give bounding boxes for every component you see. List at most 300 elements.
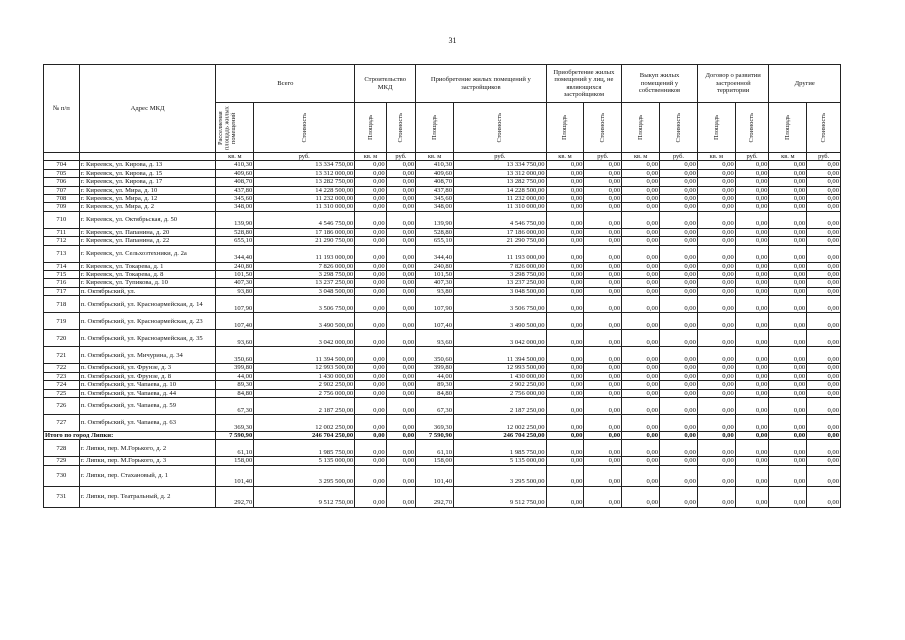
cell-area: 139,90 [416,211,454,228]
cell-area: 67,30 [416,397,454,414]
cell-area: 0,00 [546,195,584,203]
cell-area: 0,00 [546,287,584,295]
cell-area: 0,00 [355,161,387,169]
cell-cost: 11 394 500,00 [454,347,547,364]
cell-cost: 0,00 [660,440,698,457]
cell-cost: 0,00 [660,347,698,364]
subheader-area: Площадь [769,103,807,153]
cell-cost: 0,00 [584,381,622,389]
cell-area: 0,00 [769,271,807,279]
cell-cost: 0,00 [584,262,622,270]
cell-area: 0,00 [622,313,660,330]
cell-cost: 0,00 [735,169,769,177]
cell-cost: 0,00 [807,457,841,465]
cell-area: 0,00 [622,296,660,313]
subheader-area: Площадь [697,103,735,153]
row-number: 711 [44,228,80,236]
cell-area: 0,00 [697,372,735,380]
unit-area: кв. м [416,153,454,161]
cell-cost: 0,00 [386,228,415,236]
row-address: г. Киреевск, ул. Токарева, д. 8 [79,271,216,279]
cell-cost: 0,00 [735,296,769,313]
row-number: 726 [44,397,80,414]
cell-cost: 0,00 [807,296,841,313]
cell-area: 0,00 [355,228,387,236]
row-address: г. Липки, пер. М.Горького, д. 2 [79,440,216,457]
row-address: п. Октябрьский, ул. Красноармейская, д. 35 [79,330,216,347]
cell-cost: 0,00 [660,397,698,414]
cell-cost: 0,00 [584,211,622,228]
table-row [44,287,841,295]
row-address: г. Киреевск, ул. Кирова, д. 17 [79,178,216,186]
cell-area: 0,00 [546,381,584,389]
cell-cost: 11 193 000,00 [454,245,547,262]
row-number: 717 [44,287,80,295]
unit-cost: руб. [807,153,841,161]
row-number: 714 [44,262,80,270]
cell-area: 107,90 [416,296,454,313]
cell-cost: 3 490 500,00 [254,313,355,330]
cell-area: 0,00 [622,397,660,414]
cell-area: 89,30 [216,381,254,389]
cell-cost: 13 237 250,00 [254,279,355,287]
cell-area: 0,00 [622,178,660,186]
unit-cost: руб. [254,153,355,161]
cell-area: 0,00 [355,440,387,457]
cell-cost: 0,00 [584,237,622,245]
table-row [44,397,841,414]
cell-cost: 0,00 [660,296,698,313]
row-address: п. Октябрьский, ул. [79,287,216,295]
table-row [44,262,841,270]
group-header-purchase-developers: Приобретение жилых помещений у застройщиков [416,65,546,103]
cell-area: 101,40 [416,465,454,486]
cell-cost: 0,00 [660,161,698,169]
cell-cost: 4 546 750,00 [454,211,547,228]
cell-area: 410,30 [216,161,254,169]
cell-area: 0,00 [697,364,735,372]
cell-cost: 0,00 [660,211,698,228]
row-number: 719 [44,313,80,330]
table-row [44,228,841,236]
cell-area: 348,00 [416,203,454,211]
table-row [44,465,841,486]
cell-area: 0,00 [355,313,387,330]
cell-cost: 0,00 [807,203,841,211]
cell-area: 0,00 [697,203,735,211]
cell-area: 0,00 [622,431,660,439]
cell-cost: 13 312 000,00 [254,169,355,177]
cell-area: 0,00 [355,287,387,295]
cell-cost: 3 490 500,00 [454,313,547,330]
cell-area: 0,00 [622,245,660,262]
cell-area: 0,00 [355,330,387,347]
cell-cost: 0,00 [660,372,698,380]
subheader-area: Площадь [546,103,584,153]
cell-area: 0,00 [622,372,660,380]
cell-cost: 17 186 000,00 [254,228,355,236]
cell-cost: 0,00 [660,237,698,245]
cell-area: 0,00 [355,381,387,389]
cell-cost: 0,00 [584,186,622,194]
cell-area: 0,00 [769,186,807,194]
cell-area: 528,80 [216,228,254,236]
cell-area: 0,00 [697,228,735,236]
cell-area: 407,30 [416,279,454,287]
cell-area: 350,60 [416,347,454,364]
cell-area: 0,00 [355,486,387,507]
row-number: 709 [44,203,80,211]
cell-cost: 0,00 [584,313,622,330]
cell-cost: 0,00 [660,178,698,186]
cell-cost: 0,00 [386,169,415,177]
group-header-purchase-non-developers: Приобретение жилых помещений у лиц, не являющихся застройщиком [546,65,622,103]
cell-cost: 0,00 [386,262,415,270]
cell-cost: 0,00 [807,347,841,364]
cell-area: 0,00 [769,245,807,262]
cell-area: 67,30 [216,397,254,414]
cell-cost: 2 187 250,00 [254,397,355,414]
cell-area: 0,00 [546,364,584,372]
cell-area: 93,60 [216,330,254,347]
page-number: 31 [448,36,457,45]
cell-cost: 13 334 750,00 [254,161,355,169]
row-number: 721 [44,347,80,364]
cell-cost: 0,00 [584,414,622,431]
cell-cost: 0,00 [807,313,841,330]
cell-cost: 0,00 [807,237,841,245]
cell-cost: 3 506 750,00 [254,296,355,313]
cell-cost: 0,00 [735,372,769,380]
cell-area: 0,00 [769,161,807,169]
cell-area: 345,60 [216,195,254,203]
cell-area: 0,00 [622,287,660,295]
cell-area: 0,00 [697,397,735,414]
cell-cost: 0,00 [386,161,415,169]
row-number: 720 [44,330,80,347]
table-row [44,161,841,169]
row-number: 722 [44,364,80,372]
group-header-buyout: Выкуп жилых помещений у собственников [622,65,698,103]
cell-cost: 0,00 [735,186,769,194]
row-address: г. Киреевск, ул. Папанина, д. 22 [79,237,216,245]
cell-cost: 0,00 [735,211,769,228]
cell-cost: 2 187 250,00 [454,397,547,414]
unit-area: кв. м [622,153,660,161]
cell-cost: 0,00 [584,372,622,380]
cell-area: 0,00 [355,245,387,262]
cell-cost: 11 310 000,00 [254,203,355,211]
subheader-area: Площадь [355,103,387,153]
cell-area: 93,80 [216,287,254,295]
cell-cost: 0,00 [584,364,622,372]
cell-cost: 2 756 000,00 [254,389,355,397]
cell-cost: 9 512 750,00 [254,486,355,507]
cell-cost: 0,00 [807,186,841,194]
row-address: п. Октябрьский, ул. Красноармейская, д. 14 [79,296,216,313]
subheader-cost: Стоимость [735,103,769,153]
cell-cost: 0,00 [660,203,698,211]
table-row [44,372,841,380]
cell-area: 0,00 [546,347,584,364]
cell-area: 0,00 [697,161,735,169]
cell-cost: 0,00 [660,414,698,431]
cell-area: 7 590,90 [216,431,254,439]
row-address: г. Киреевск, ул. Сельхозтехники, д. 2а [79,245,216,262]
table-row [44,347,841,364]
cell-cost: 1 985 750,00 [454,440,547,457]
cell-cost: 0,00 [735,414,769,431]
cell-area: 399,80 [216,364,254,372]
cell-cost: 3 295 500,00 [254,465,355,486]
subheader-cost: Стоимость [807,103,841,153]
cell-area: 0,00 [546,178,584,186]
cell-cost: 3 042 000,00 [254,330,355,347]
cell-cost: 0,00 [660,486,698,507]
cell-area: 0,00 [546,457,584,465]
cell-area: 0,00 [697,465,735,486]
cell-cost: 0,00 [735,237,769,245]
cell-cost: 0,00 [735,313,769,330]
cell-area: 0,00 [622,414,660,431]
table-row [44,389,841,397]
table-row [44,381,841,389]
cell-cost: 0,00 [386,186,415,194]
row-address: п. Октябрьский, ул. Чапаева, д. 63 [79,414,216,431]
cell-area: 408,70 [216,178,254,186]
table-row [44,296,841,313]
col-header-num: № п/п [44,65,80,153]
cell-cost: 0,00 [386,211,415,228]
cell-area: 0,00 [697,178,735,186]
cell-cost: 0,00 [735,262,769,270]
cell-cost: 0,00 [584,457,622,465]
row-address: г. Липки, пер. Стахановый, д. 1 [79,465,216,486]
cell-area: 0,00 [355,203,387,211]
cell-cost: 0,00 [735,486,769,507]
cell-area: 0,00 [769,228,807,236]
unit-area: кв. м [355,153,387,161]
cell-cost: 0,00 [584,203,622,211]
cell-area: 89,30 [416,381,454,389]
cell-cost: 5 135 000,00 [454,457,547,465]
cell-area: 0,00 [769,195,807,203]
cell-area: 44,00 [416,372,454,380]
cell-area: 93,60 [416,330,454,347]
cell-area: 0,00 [546,245,584,262]
cell-area: 0,00 [769,457,807,465]
row-address: г. Киреевск, ул. Токарева, д. 1 [79,262,216,270]
table-row [44,440,841,457]
cell-area: 0,00 [769,389,807,397]
cell-cost: 0,00 [386,457,415,465]
cell-cost: 0,00 [807,228,841,236]
cell-cost: 0,00 [584,397,622,414]
cell-cost: 246 704 250,00 [254,431,355,439]
cell-cost: 0,00 [807,287,841,295]
cell-area: 0,00 [769,381,807,389]
row-number: 728 [44,440,80,457]
cell-area: 0,00 [355,186,387,194]
cell-area: 348,00 [216,203,254,211]
cell-cost: 0,00 [660,431,698,439]
cell-area: 0,00 [697,296,735,313]
cell-cost: 0,00 [386,465,415,486]
cell-cost: 0,00 [735,245,769,262]
cell-cost: 0,00 [660,279,698,287]
row-number: 708 [44,195,80,203]
cell-area: 0,00 [355,169,387,177]
table-row [44,178,841,186]
table-row [44,364,841,372]
row-address: п. Октябрьский, ул. Красноармейская, д. 23 [79,313,216,330]
cell-cost: 0,00 [807,279,841,287]
cell-area: 158,00 [416,457,454,465]
cell-cost: 0,00 [386,296,415,313]
cell-cost: 13 282 750,00 [454,178,547,186]
cell-cost: 2 756 000,00 [454,389,547,397]
row-address: п. Октябрьский, ул. Фрунзе, д. 8 [79,372,216,380]
unit-cost: руб. [386,153,415,161]
cell-cost: 0,00 [386,178,415,186]
cell-area: 0,00 [546,414,584,431]
cell-area: 0,00 [355,271,387,279]
cell-area: 61,10 [416,440,454,457]
cell-area: 0,00 [697,431,735,439]
cell-cost: 0,00 [386,397,415,414]
cell-cost: 0,00 [386,330,415,347]
cell-cost: 0,00 [660,262,698,270]
row-number: 710 [44,211,80,228]
cell-area: 0,00 [697,195,735,203]
table-row [44,271,841,279]
cell-area: 240,80 [216,262,254,270]
cell-cost: 0,00 [735,465,769,486]
subheader-resettled-area: Расселяемая площадь жилых помещений [216,103,254,153]
cell-cost: 0,00 [660,271,698,279]
cell-area: 0,00 [622,347,660,364]
cell-area: 0,00 [769,397,807,414]
cell-cost: 0,00 [807,431,841,439]
cell-area: 0,00 [355,465,387,486]
table-row [44,211,841,228]
cell-area: 0,00 [355,279,387,287]
cell-cost: 0,00 [386,364,415,372]
cell-area: 0,00 [622,440,660,457]
group-header-total: Всего [216,65,355,103]
cell-cost: 0,00 [807,414,841,431]
cell-cost: 9 512 750,00 [454,486,547,507]
row-number: 731 [44,486,80,507]
row-number: 725 [44,389,80,397]
cell-area: 0,00 [769,313,807,330]
cell-area: 0,00 [546,271,584,279]
cell-area: 0,00 [697,279,735,287]
cell-cost: 1 430 000,00 [454,372,547,380]
cell-cost: 0,00 [584,161,622,169]
cell-cost: 0,00 [386,203,415,211]
cell-cost: 0,00 [807,389,841,397]
cell-area: 407,30 [216,279,254,287]
cell-area: 0,00 [546,186,584,194]
cell-cost: 0,00 [584,195,622,203]
row-number: 706 [44,178,80,186]
cell-cost: 0,00 [660,169,698,177]
cell-cost: 3 298 750,00 [254,271,355,279]
row-address: п. Октябрьский, ул. Чапаева, д. 10 [79,381,216,389]
cell-cost: 0,00 [807,440,841,457]
cell-cost: 0,00 [735,397,769,414]
cell-area: 0,00 [697,262,735,270]
cell-cost: 0,00 [735,440,769,457]
cell-cost: 0,00 [660,186,698,194]
cell-area: 344,40 [216,245,254,262]
total-label: Итого по город Липки: [44,431,216,439]
cell-area: 0,00 [355,211,387,228]
cell-area: 0,00 [697,169,735,177]
cell-area: 0,00 [769,211,807,228]
row-number: 715 [44,271,80,279]
unit-area: кв. м [546,153,584,161]
cell-area: 0,00 [622,169,660,177]
table-row [44,237,841,245]
cell-cost: 0,00 [660,330,698,347]
row-address: г. Липки, пер. М.Горького, д. 3 [79,457,216,465]
cell-area: 0,00 [697,186,735,194]
cell-cost: 0,00 [386,279,415,287]
cell-area: 0,00 [355,178,387,186]
cell-area: 0,00 [769,431,807,439]
cell-cost: 12 993 500,00 [454,364,547,372]
table-row [44,457,841,465]
cell-cost: 0,00 [584,178,622,186]
cell-area: 0,00 [697,389,735,397]
row-address: п. Октябрьский, ул. Чапаева, д. 59 [79,397,216,414]
cell-cost: 7 826 000,00 [254,262,355,270]
cell-cost: 11 232 000,00 [454,195,547,203]
row-number: 713 [44,245,80,262]
cell-cost: 0,00 [660,287,698,295]
cell-area: 399,80 [416,364,454,372]
cell-cost: 3 506 750,00 [454,296,547,313]
cell-cost: 0,00 [584,287,622,295]
cell-area: 0,00 [697,245,735,262]
cell-area: 0,00 [769,169,807,177]
cell-cost: 1 430 000,00 [254,372,355,380]
cell-area: 0,00 [622,330,660,347]
cell-cost: 0,00 [386,237,415,245]
cell-area: 0,00 [546,211,584,228]
cell-cost: 0,00 [386,245,415,262]
cell-cost: 0,00 [807,245,841,262]
cell-cost: 3 298 750,00 [454,271,547,279]
cell-area: 0,00 [769,178,807,186]
subheader-cost: Стоимость [254,103,355,153]
cell-cost: 0,00 [807,381,841,389]
cell-area: 0,00 [769,237,807,245]
row-number: 712 [44,237,80,245]
cell-area: 0,00 [546,486,584,507]
col-header-address: Адрес МКД [79,65,216,153]
cell-area: 292,70 [216,486,254,507]
cell-cost: 0,00 [735,195,769,203]
cell-cost: 0,00 [660,457,698,465]
cell-area: 0,00 [622,211,660,228]
cell-cost: 0,00 [807,397,841,414]
cell-cost: 0,00 [660,195,698,203]
cell-cost: 0,00 [735,161,769,169]
cell-area: 0,00 [355,431,387,439]
